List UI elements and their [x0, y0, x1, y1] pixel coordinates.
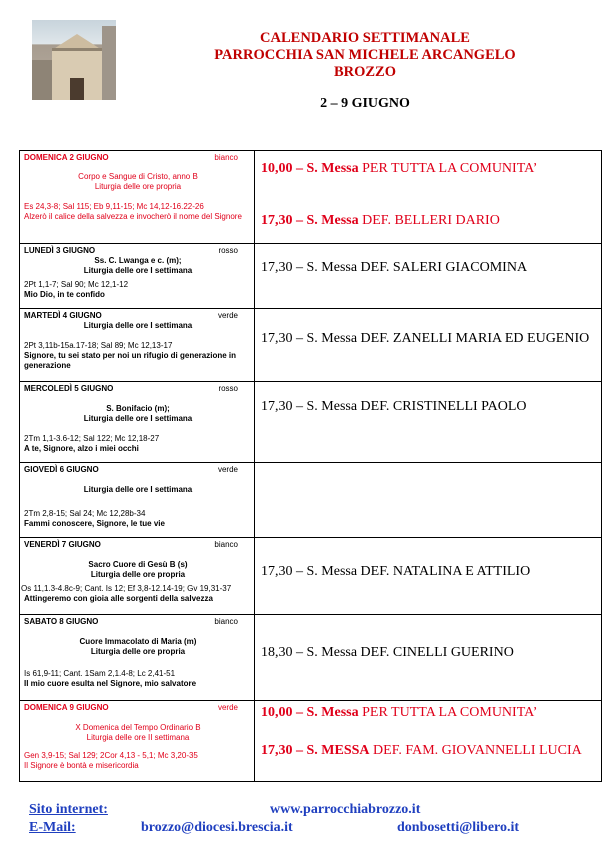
liturgical-color: verde: [217, 311, 238, 320]
mass-entry: 17,30 – S. Messa DEF. CRISTINELLI PAOLO: [261, 399, 527, 414]
antiphon: Il mio cuore esulta nel Signore, mio salvatore: [24, 679, 197, 688]
readings: Es 24,3-8; Sal 115; Eb 9,11-15; Mc 14,12-16.22-26: [24, 202, 204, 211]
day-header: [24, 311, 252, 321]
day-header: [24, 465, 252, 475]
mass-intention: DEF. BELLERI DARIO: [358, 213, 500, 228]
mass-cell: [255, 615, 602, 701]
readings: 2Pt 3,11b-15a.17-18; Sal 89; Mc 12,13-17: [24, 341, 173, 350]
day-row: [20, 151, 602, 244]
day-name: DOMENICA 9 GIUGNO: [24, 703, 109, 712]
liturgy-hours: Liturgia delle ore I settimana: [83, 414, 193, 423]
feast-name: Cuore Immacolato di Maria (m): [79, 637, 197, 646]
church-door: [70, 78, 84, 100]
liturgy-hours: Liturgia delle ore propria: [90, 570, 186, 579]
antiphon: Il Signore è bontà e misericordia: [24, 761, 139, 770]
email-link-personal[interactable]: donbosetti@libero.it: [397, 820, 520, 835]
mass-label: S. MESSA: [306, 743, 370, 758]
mass-cell: [255, 244, 602, 309]
liturgy-hours: Liturgia delle ore propria: [94, 182, 182, 191]
church-side-building: [32, 60, 52, 100]
readings: Gen 3,9-15; Sal 129; 2Cor 4,13 - 5,1; Mc 3,20-35: [24, 751, 198, 760]
readings: 2Tm 1,1-3.6-12; Sal 122; Mc 12,18-27: [24, 434, 160, 443]
feast-name: Ss. C. Lwanga e c. (m);: [94, 256, 182, 265]
day-row: [20, 382, 602, 463]
feast-name: Sacro Cuore di Gesù B (s): [88, 560, 188, 569]
mass-entry: 18,30 – S. Messa DEF. CINELLI GUERINO: [261, 645, 514, 660]
day-name: MARTEDÌ 4 GIUGNO: [24, 311, 102, 320]
mass-entry: 17,30 – S. Messa DEF. ZANELLI MARIA ED EUGENIO: [261, 331, 590, 346]
mass-cell: [255, 701, 602, 782]
day-info-cell: [20, 151, 255, 244]
liturgy-hours: Liturgia delle ore II settimana: [86, 733, 190, 742]
day-header: [24, 384, 252, 394]
day-info-cell: [20, 309, 255, 382]
day-row: [20, 463, 602, 538]
liturgy-hours: Liturgia delle ore propria: [90, 647, 186, 656]
readings: 2Tm 2,8-15; Sal 24; Mc 12,28b-34: [24, 509, 146, 518]
mass-label: S. Messa: [306, 213, 359, 228]
mass-cell: [255, 538, 602, 615]
day-name: SABATO 8 GIUGNO: [24, 617, 99, 626]
day-info-cell: [20, 615, 255, 701]
antiphon: Mio Dio, in te confido: [24, 290, 105, 299]
feast-name: Corpo e Sangue di Cristo, anno B: [78, 172, 198, 181]
mass-entry: [255, 705, 601, 721]
day-info-cell: [20, 382, 255, 463]
mass-entry: 17,30 – S. Messa DEF. NATALINA E ATTILIO: [261, 564, 531, 579]
day-header: [24, 617, 252, 627]
day-info-cell: [20, 701, 255, 782]
mass-cell: [255, 309, 602, 382]
feast-name: S. Bonifacio (m);: [106, 404, 170, 413]
liturgical-color: verde: [217, 703, 238, 712]
liturgical-color: bianco: [214, 617, 238, 626]
liturgy-hours: Liturgia delle ore I settimana: [83, 321, 193, 330]
liturgy-hours: Liturgia delle ore I settimana: [83, 485, 193, 494]
mass-intention: PER TUTTA LA COMUNITA’: [358, 161, 538, 176]
day-name: LUNEDÌ 3 GIUGNO: [24, 246, 96, 255]
church-tower: [102, 26, 116, 100]
mass-entry: 17,30 – S. Messa DEF. SALERI GIACOMINA: [261, 260, 528, 275]
liturgical-color: rosso: [218, 384, 238, 393]
readings: 2Pt 1,1-7; Sal 90; Mc 12,1-12: [24, 280, 129, 289]
day-name: VENERDÌ 7 GIUGNO: [24, 540, 101, 549]
title-line-3: BROZZO: [333, 64, 397, 80]
mass-label: S. Messa: [306, 161, 359, 176]
day-row: [20, 309, 602, 382]
antiphon: A te, Signore, alzo i miei occhi: [24, 444, 139, 453]
day-header: [24, 246, 252, 256]
day-info-cell: [20, 463, 255, 538]
readings: Os 11,1.3-4.8c-9; Cant. Is 12; Ef 3,8-12.14-19; Gv 19,31-37: [21, 584, 232, 593]
website-link[interactable]: www.parrocchiabrozzo.it: [270, 802, 421, 817]
mass-cell: [255, 463, 602, 538]
mass-time: 17,30 –: [261, 743, 307, 758]
day-row: [20, 538, 602, 615]
day-info-cell: [20, 244, 255, 309]
mass-label: S. Messa: [306, 705, 359, 720]
day-header: [24, 703, 252, 713]
liturgical-color: bianco: [214, 540, 238, 549]
mass-intention: DEF. FAM. GIOVANNELLI LUCIA: [369, 743, 582, 758]
church-photo: [32, 20, 116, 100]
antiphon: Alzerò il calice della salvezza e invocherò il nome del Signore: [24, 212, 242, 221]
mass-intention: PER TUTTA LA COMUNITA’: [358, 705, 538, 720]
liturgy-hours: Liturgia delle ore I settimana: [83, 266, 193, 275]
website-label: Sito internet:: [29, 802, 108, 817]
liturgical-color: rosso: [218, 246, 238, 255]
email-label: E-Mail:: [29, 820, 76, 835]
liturgical-color: verde: [217, 465, 238, 474]
day-name: MERCOLEDÌ 5 GIUGNO: [24, 384, 114, 393]
mass-time: 10,00 –: [261, 161, 307, 176]
day-row: [20, 244, 602, 309]
antiphon: Attingeremo con gioia alle sorgenti della salvezza: [24, 594, 213, 603]
week-dates: 2 – 9 GIUGNO: [320, 96, 410, 111]
day-name: DOMENICA 2 GIUGNO: [24, 153, 109, 162]
mass-time: 10,00 –: [261, 705, 307, 720]
title-line-1: CALENDARIO SETTIMANALE: [260, 30, 470, 46]
weekly-calendar-table: [19, 150, 602, 782]
antiphon: Signore, tu sei stato per noi un rifugio di generazione in generazione: [24, 351, 237, 370]
mass-time: 17,30 –: [261, 213, 307, 228]
day-name: GIOVEDÌ 6 GIUGNO: [24, 465, 99, 474]
day-header: [24, 540, 252, 550]
mass-entry: [255, 161, 601, 177]
mass-entry: [255, 213, 601, 229]
feast-name: X Domenica del Tempo Ordinario B: [75, 723, 201, 732]
readings: Is 61,9-11; Cant. 1Sam 2,1.4-8; Lc 2,41-51: [24, 669, 176, 678]
mass-cell: [255, 151, 602, 244]
mass-entry: [255, 743, 601, 759]
mass-cell: [255, 382, 602, 463]
day-header: [24, 153, 252, 163]
liturgical-color: bianco: [214, 153, 238, 162]
day-row: [20, 701, 602, 782]
title-line-2: PARROCCHIA SAN MICHELE ARCANGELO: [214, 47, 516, 63]
day-row: [20, 615, 602, 701]
antiphon: Fammi conoscere, Signore, le tue vie: [24, 519, 165, 528]
day-info-cell: [20, 538, 255, 615]
email-link-diocesi[interactable]: brozzo@diocesi.brescia.it: [141, 820, 293, 835]
